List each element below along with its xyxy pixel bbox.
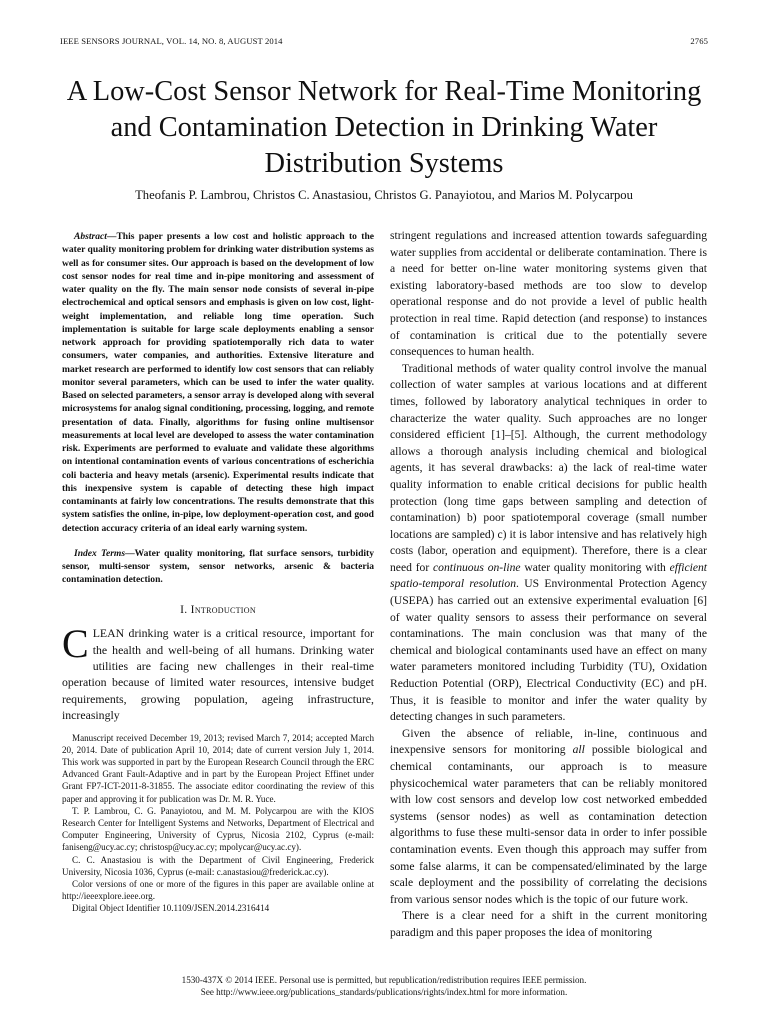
- body-paragraph-1: stringent regulations and increased attention towards safeguarding water supplies from accidental or deliberate contamination. There is a need for better on-line water monitoring systems given that existing laboratory-based methods are too slow to develop operational response and do not provide a level of public health protection in real time. Rapid detection (and response) to instances of contamination is critical due to the potentially severe consequences to human health.: [390, 229, 707, 359]
- abstract: Abstract—This paper presents a low cost and holistic approach to the water quality monitoring problem for drinking water distribution systems as well as for consumer sites. Our approach is based on the development of low cost sensor nodes for real time and in-pipe monitoring and assessment of water quality on the fly. The main sensor node consists of several in-pipe electrochemical and optical sensors and emphasis is given on low cost, light-weight implementation, and reliable long time operation. Such implementation is suitable for large scale deployments enabling a sensor network approach for providing spatiotemporally rich data to water consumers, water companies, and authorities. Extensive literature and market research are performed to identify low cost sensors that can reliably monitor several parameters, which can be used to infer the water quality. Based on selected parameters, a sensor array is developed along with several microsystems for analog signal conditioning, processing, logging, and remote presentation of data. Finally, algorithms for fusing online multisensor measurements at local level are developed to assess the water contamination risk. Experiments are performed to evaluate and validate these algorithms on intentional contamination events of various concentrations of escherichia coli bacteria and heavy metals (arsenic). Experimental results indicate that this inexpensive system is capable of detecting these high impact contaminants at fairly low concentrations. The results demonstrate that this system satisfies the online, in-pipe, low deployment-operation cost, and good detection accuracy criteria of an ideal early warning system.: [62, 231, 374, 534]
- footnote-color-versions: Color versions of one or more of the figures in this paper are available online at http://ieeexplore.ieee.org.: [62, 878, 374, 902]
- body-text: possible biological and chemical contaminants, our approach is to measure physicochemical water parameters that can be reliably monitored with low cost sensors and develop low cost networked embedded systems (sensor nodes) as well as contamination detection algorithms to fuse these multi-sensor data in order to infer possible contamination events. Even though this approach may suffer from some false alarms, it can be compensated/eliminated by the large scale deployment and the possibility of correlating the decisions from various sensor nodes which is the topic of our future work.: [390, 743, 707, 906]
- copyright-line: 1530-437X © 2014 IEEE. Personal use is permitted, but republication/redistribution requires IEEE permission.: [181, 975, 587, 985]
- index-terms-text: Water quality monitoring, flat surface sensors, turbidity sensor, multi-sensor system, sensor networks, arsenic & bacteria contamination detection.: [62, 547, 374, 586]
- body-paragraph-3: [390, 726, 707, 909]
- footnote-manuscript: Manuscript received December 19, 2013; revised March 7, 2014; accepted March 20, 2014. Date of publication April 10, 2014; date of current version July 1, 2014. This work was supported in part by the European Research Council through the ERC Advanced Grant Fault-Adaptive and in part by the European Project Effinet under Grant FP7-ICT-2011-8-31855. The associate editor coordinating the review of this paper and approving it for publication was Dr. M. R. Yuce.: [62, 732, 374, 804]
- body-paragraph-4: There is a clear need for a shift in the current monitoring paradigm and this paper proposes the idea of monitoring: [390, 909, 707, 939]
- body-text: Traditional methods of water quality control involve the manual collection of water samples at various locations and at different times, followed by laboratory analytical techniques in order to characterize the water quality. Such approaches are no longer considered efficient [1]–[5]. Although, the current methodology allows a thorough analysis including chemical and biological agents, it has several drawbacks: a) the lack of real-time water quality information to enable critical decisions for public health protection (long time gaps between sampling and detection of contamination) b) poor spatiotemporal coverage (small number locations are sampled) c) it is labor intensive and has relatively high costs (labor, operation and equipment). Therefore, there is a clear need for: [390, 361, 707, 574]
- drop-cap: C: [62, 621, 89, 667]
- running-header: IEEE SENSORS JOURNAL, VOL. 14, NO. 8, AUGUST 2014: [60, 36, 283, 46]
- section-title: Introduction: [190, 602, 256, 616]
- emphasis-text: continuous on-line: [433, 560, 521, 574]
- paper-title: A Low-Cost Sensor Network for Real-Time Monitoring and Contamination Detection in Drinking Water Distribution Systems: [66, 76, 702, 179]
- index-terms: Index Terms—Water quality monitoring, flat surface sensors, turbidity sensor, multi-sensor system, sensor networks, arsenic & bacteria contamination detection.: [62, 547, 374, 586]
- copyright-footer: [60, 974, 708, 998]
- right-column: [390, 228, 707, 942]
- footnote-doi: Digital Object Identifier 10.1109/JSEN.2014.2316414: [72, 903, 270, 914]
- emphasis-text: all: [572, 743, 585, 757]
- footnote-affiliation-frederick: C. C. Anastasiou is with the Department of Civil Engineering, Frederick University, Nicosia 1036, Cyprus (e-mail: c.anastasiou@frederick.ac.cy).: [62, 854, 374, 877]
- rights-url-line: See http://www.ieee.org/publications_standards/publications/rights/index.html for more information.: [200, 987, 568, 997]
- intro-text: LEAN drinking water is a critical resource, important for the health and well-being of all humans. Drinking water utilities are facing new challenges in their real-time operation because of limited water resources, intensive budget requirements, growing population, ageing infrastructure, increasingly: [62, 626, 374, 723]
- page-number: 2765: [690, 36, 708, 46]
- body-text: Given the absence of reliable, in-line, continuous and inexpensive sensors for monitoring: [390, 726, 707, 757]
- section-number: I.: [180, 602, 191, 616]
- abstract-label: Abstract: [74, 231, 107, 242]
- index-terms-label: Index Terms: [74, 547, 126, 559]
- section-heading-introduction: [62, 602, 374, 619]
- left-column: [62, 230, 374, 915]
- body-text: . US Environmental Protection Agency (USEPA) has carried out an extensive experimental evaluation [6] of water quality sensors to assess their performance on several contaminations. The main conclusion was that many of the chemical and biological contaminants used have an effect on many water parameters monitored including Turbidity (TU), Oxidation Reduction Potential (ORP), Electrical Conductivity (EC) and pH. Thus, it is feasible to monitor and infer the water quality by detecting changes in such parameters.: [390, 577, 707, 724]
- emphasis-text: efficient spatio-temporal resolution: [390, 560, 707, 591]
- abstract-text: This paper presents a low cost and holistic approach to the water quality monitoring problem for drinking water distribution systems as well as for consumer sites. Our approach is based on the development of low cost sensor nodes for real time and in-pipe monitoring and assessment of water quality on the fly. The main sensor node consists of several in-pipe electrochemical and optical sensors and emphasis is given on low cost, light-weight implementation, and reliable long time operation. Such implementation is suitable for large scale deployments enabling a sensor network approach for providing spatiotemporally rich data to water consumers, water companies, and authorities. Extensive literature and market research are performed to identify low cost sensors that can reliably monitor several parameters, which can be used to infer the water quality. Based on selected parameters, a sensor array is developed along with several microsystems for analog signal conditioning, processing, logging, and remote presentation of data. Finally, algorithms for fusing online multisensor measurements at local level are developed to assess the water contamination risk. Experiments are performed to evaluate and validate these algorithms on intentional contamination events of various concentrations of escherichia coli bacteria and heavy metals (arsenic). Experimental results indicate that this inexpensive system is capable of detecting these high impact contaminants at fairly low concentrations. The results demonstrate that this system satisfies the online, in-pipe, low deployment-operation cost, and good detection accuracy criteria of an ideal early warning system.: [62, 231, 374, 534]
- author-list: Theofanis P. Lambrou, Christos C. Anastasiou, Christos G. Panayiotou, and Marios M. Polycarpou: [135, 188, 633, 202]
- body-paragraph-2: [390, 361, 707, 726]
- body-text: water quality monitoring with: [520, 560, 670, 574]
- intro-paragraph: [62, 621, 374, 723]
- footnote-affiliation-kios: T. P. Lambrou, C. G. Panayiotou, and M. M. Polycarpou are with the KIOS Research Center for Intelligent Systems and Networks, Department of Electrical and Computer Engineering, University of Cyprus, Nicosia 2102, Cyprus (e-mail: faniseng@ucy.ac.cy; christosp@ucy.ac.cy; mpolycar@ucy.ac.cy).: [62, 805, 374, 853]
